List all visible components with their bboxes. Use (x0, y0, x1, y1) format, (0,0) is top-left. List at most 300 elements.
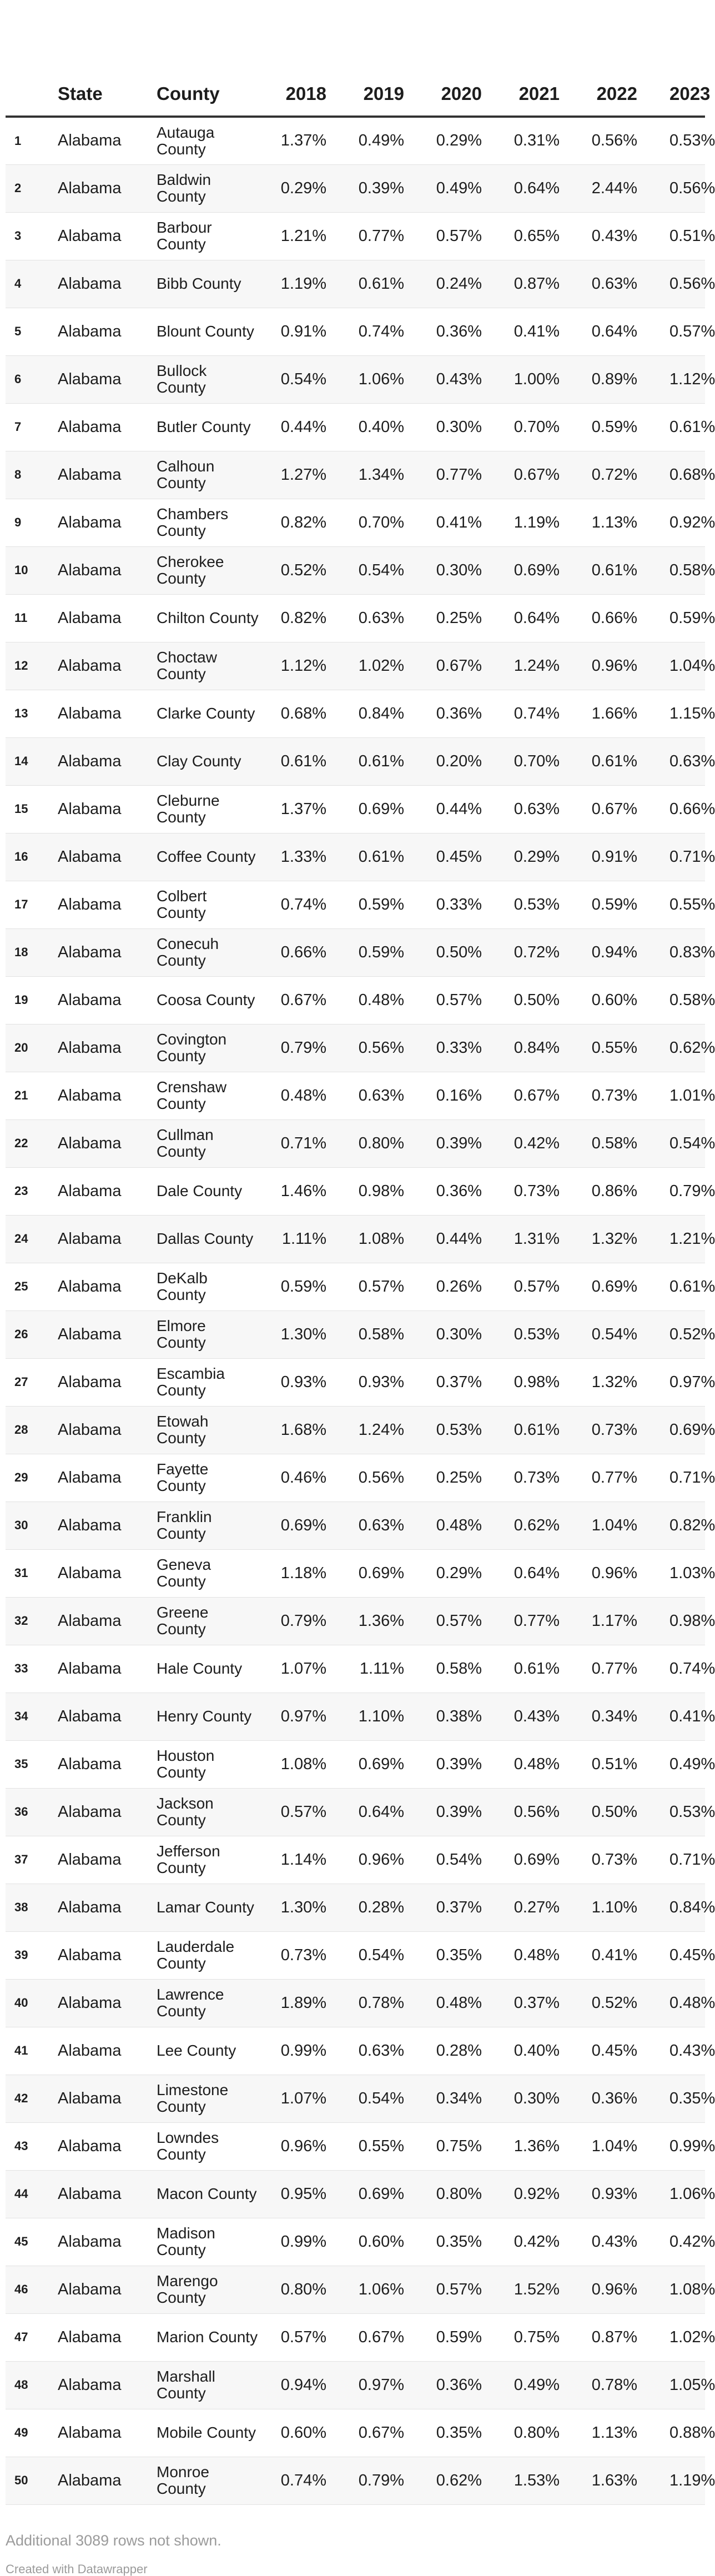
row-rank-cell: 31 (6, 1549, 58, 1597)
state-cell: Alabama (58, 833, 157, 881)
value-cell-2022: 0.45% (573, 2027, 651, 2075)
value-cell-2019: 0.61% (340, 737, 417, 785)
state-cell: Alabama (58, 2457, 157, 2504)
state-cell: Alabama (58, 117, 157, 164)
state-cell: Alabama (58, 2218, 157, 2266)
value-cell-2020: 0.41% (417, 499, 495, 546)
table-row (6, 1406, 705, 1454)
table-row (6, 2361, 705, 2409)
value-cell-2023: 0.61% (651, 1263, 705, 1310)
row-rank-cell: 44 (6, 2170, 58, 2218)
value-cell-2019: 0.61% (340, 260, 417, 308)
value-cell-2022: 0.66% (573, 594, 651, 642)
county-cell: Dale County (157, 1167, 262, 1215)
column-header-2019[interactable]: 2019 (340, 72, 417, 117)
value-cell-2019: 1.11% (340, 1645, 417, 1693)
value-cell-2023: 1.08% (651, 2266, 705, 2313)
table-row (6, 594, 705, 642)
table-row (6, 2313, 705, 2361)
value-cell-2019: 0.49% (340, 117, 417, 164)
county-cell: Franklin County (157, 1502, 262, 1549)
row-rank-cell: 7 (6, 403, 58, 451)
table-row (6, 1836, 705, 1884)
county-cell: Escambia County (157, 1358, 262, 1406)
value-cell-2021: 0.67% (495, 1072, 573, 1119)
row-rank-cell: 2 (6, 164, 58, 212)
value-cell-2022: 0.43% (573, 2218, 651, 2266)
row-rank-cell: 17 (6, 881, 58, 928)
value-cell-2020: 0.36% (417, 308, 495, 355)
county-cell: Monroe County (157, 2457, 262, 2504)
value-cell-2019: 1.24% (340, 1406, 417, 1454)
value-cell-2020: 0.48% (417, 1979, 495, 2027)
value-cell-2021: 0.73% (495, 1167, 573, 1215)
value-cell-2019: 0.77% (340, 212, 417, 260)
value-cell-2021: 0.56% (495, 1788, 573, 1836)
county-cell: Bullock County (157, 355, 262, 403)
value-cell-2021: 0.62% (495, 1502, 573, 1549)
row-rank-cell: 35 (6, 1740, 58, 1788)
row-rank-cell: 33 (6, 1645, 58, 1693)
value-cell-2023: 0.56% (651, 260, 705, 308)
value-cell-2018: 1.89% (262, 1979, 340, 2027)
value-cell-2020: 0.29% (417, 1549, 495, 1597)
value-cell-2023: 0.48% (651, 1979, 705, 2027)
table-row (6, 1549, 705, 1597)
value-cell-2021: 0.48% (495, 1740, 573, 1788)
county-cell: Blount County (157, 308, 262, 355)
value-cell-2019: 0.63% (340, 2027, 417, 2075)
value-cell-2020: 0.53% (417, 1406, 495, 1454)
table-row (6, 881, 705, 928)
column-header-2022[interactable]: 2022 (573, 72, 651, 117)
value-cell-2018: 1.08% (262, 1740, 340, 1788)
state-cell: Alabama (58, 1454, 157, 1502)
value-cell-2021: 1.31% (495, 1215, 573, 1263)
table-row (6, 2027, 705, 2075)
value-cell-2020: 0.33% (417, 881, 495, 928)
state-cell: Alabama (58, 355, 157, 403)
value-cell-2023: 0.49% (651, 1740, 705, 1788)
value-cell-2019: 1.36% (340, 1597, 417, 1645)
value-cell-2019: 0.56% (340, 1024, 417, 1072)
value-cell-2022: 0.96% (573, 2266, 651, 2313)
value-cell-2019: 0.79% (340, 2457, 417, 2504)
state-cell: Alabama (58, 1549, 157, 1597)
table-row (6, 117, 705, 164)
value-cell-2020: 0.57% (417, 1597, 495, 1645)
value-cell-2019: 0.48% (340, 976, 417, 1024)
value-cell-2019: 0.28% (340, 1884, 417, 1931)
value-cell-2019: 0.96% (340, 1836, 417, 1884)
value-cell-2018: 0.57% (262, 1788, 340, 1836)
table-row (6, 690, 705, 737)
value-cell-2022: 1.32% (573, 1358, 651, 1406)
value-cell-2021: 0.67% (495, 451, 573, 499)
county-cell: Macon County (157, 2170, 262, 2218)
column-header-rank[interactable] (6, 72, 58, 117)
value-cell-2022: 0.78% (573, 2361, 651, 2409)
state-cell: Alabama (58, 1072, 157, 1119)
value-cell-2019: 0.58% (340, 1310, 417, 1358)
value-cell-2020: 0.33% (417, 1024, 495, 1072)
value-cell-2021: 0.84% (495, 1024, 573, 1072)
table-row (6, 2266, 705, 2313)
table-row (6, 737, 705, 785)
value-cell-2018: 0.67% (262, 976, 340, 1024)
value-cell-2019: 0.69% (340, 1740, 417, 1788)
value-cell-2020: 0.59% (417, 2313, 495, 2361)
value-cell-2023: 0.53% (651, 1788, 705, 1836)
value-cell-2022: 0.36% (573, 2075, 651, 2122)
value-cell-2019: 0.84% (340, 690, 417, 737)
value-cell-2019: 0.59% (340, 928, 417, 976)
value-cell-2020: 0.44% (417, 785, 495, 833)
column-header-state[interactable]: State (58, 72, 157, 117)
county-cell: Marengo County (157, 2266, 262, 2313)
value-cell-2018: 1.14% (262, 1836, 340, 1884)
value-cell-2018: 0.99% (262, 2218, 340, 2266)
value-cell-2023: 0.54% (651, 1119, 705, 1167)
value-cell-2023: 1.19% (651, 2457, 705, 2504)
county-cell: Lamar County (157, 1884, 262, 1931)
value-cell-2018: 0.29% (262, 164, 340, 212)
state-cell: Alabama (58, 1406, 157, 1454)
value-cell-2018: 0.66% (262, 928, 340, 976)
value-cell-2020: 0.28% (417, 2027, 495, 2075)
value-cell-2018: 0.82% (262, 594, 340, 642)
value-cell-2023: 0.97% (651, 1358, 705, 1406)
table-row (6, 1072, 705, 1119)
value-cell-2020: 0.39% (417, 1119, 495, 1167)
row-rank-cell: 25 (6, 1263, 58, 1310)
value-cell-2022: 0.73% (573, 1406, 651, 1454)
value-cell-2023: 1.12% (651, 355, 705, 403)
state-cell: Alabama (58, 1884, 157, 1931)
row-rank-cell: 3 (6, 212, 58, 260)
value-cell-2021: 0.27% (495, 1884, 573, 1931)
value-cell-2023: 0.88% (651, 2409, 705, 2457)
state-cell: Alabama (58, 1310, 157, 1358)
value-cell-2020: 0.75% (417, 2122, 495, 2170)
value-cell-2023: 1.03% (651, 1549, 705, 1597)
value-cell-2018: 1.68% (262, 1406, 340, 1454)
table-row (6, 1263, 705, 1310)
value-cell-2023: 0.83% (651, 928, 705, 976)
value-cell-2021: 0.50% (495, 976, 573, 1024)
value-cell-2022: 0.59% (573, 403, 651, 451)
value-cell-2018: 0.93% (262, 1358, 340, 1406)
value-cell-2019: 0.78% (340, 1979, 417, 2027)
value-cell-2018: 0.59% (262, 1263, 340, 1310)
value-cell-2023: 0.61% (651, 403, 705, 451)
county-cell: Madison County (157, 2218, 262, 2266)
county-cell: Crenshaw County (157, 1072, 262, 1119)
row-rank-cell: 14 (6, 737, 58, 785)
state-cell: Alabama (58, 2361, 157, 2409)
value-cell-2018: 0.99% (262, 2027, 340, 2075)
value-cell-2019: 0.61% (340, 833, 417, 881)
value-cell-2018: 0.79% (262, 1597, 340, 1645)
value-cell-2021: 0.61% (495, 1645, 573, 1693)
value-cell-2019: 1.08% (340, 1215, 417, 1263)
state-cell: Alabama (58, 164, 157, 212)
value-cell-2019: 0.55% (340, 2122, 417, 2170)
state-cell: Alabama (58, 1167, 157, 1215)
state-cell: Alabama (58, 1358, 157, 1406)
value-cell-2021: 1.53% (495, 2457, 573, 2504)
value-cell-2022: 1.04% (573, 2122, 651, 2170)
value-cell-2018: 1.07% (262, 2075, 340, 2122)
value-cell-2019: 0.69% (340, 785, 417, 833)
row-rank-cell: 1 (6, 117, 58, 164)
row-rank-cell: 24 (6, 1215, 58, 1263)
value-cell-2022: 0.63% (573, 260, 651, 308)
value-cell-2023: 1.01% (651, 1072, 705, 1119)
state-cell: Alabama (58, 642, 157, 690)
state-cell: Alabama (58, 1979, 157, 2027)
value-cell-2020: 0.57% (417, 2266, 495, 2313)
row-rank-cell: 48 (6, 2361, 58, 2409)
state-cell: Alabama (58, 546, 157, 594)
state-cell: Alabama (58, 1502, 157, 1549)
value-cell-2023: 0.43% (651, 2027, 705, 2075)
value-cell-2022: 1.66% (573, 690, 651, 737)
value-cell-2023: 0.62% (651, 1024, 705, 1072)
data-table (6, 72, 715, 2505)
value-cell-2022: 0.54% (573, 1310, 651, 1358)
value-cell-2018: 1.37% (262, 117, 340, 164)
row-rank-cell: 21 (6, 1072, 58, 1119)
county-cell: Marion County (157, 2313, 262, 2361)
data-table-container (6, 72, 715, 2505)
state-cell: Alabama (58, 2313, 157, 2361)
value-cell-2021: 0.64% (495, 164, 573, 212)
value-cell-2021: 0.70% (495, 403, 573, 451)
value-cell-2023: 0.69% (651, 1406, 705, 1454)
value-cell-2023: 1.02% (651, 2313, 705, 2361)
value-cell-2018: 0.61% (262, 737, 340, 785)
row-rank-cell: 47 (6, 2313, 58, 2361)
value-cell-2021: 0.98% (495, 1358, 573, 1406)
value-cell-2018: 0.82% (262, 499, 340, 546)
county-cell: Etowah County (157, 1406, 262, 1454)
value-cell-2018: 1.46% (262, 1167, 340, 1215)
value-cell-2022: 1.63% (573, 2457, 651, 2504)
value-cell-2019: 0.54% (340, 2075, 417, 2122)
value-cell-2021: 0.80% (495, 2409, 573, 2457)
value-cell-2018: 0.80% (262, 2266, 340, 2313)
row-rank-cell: 6 (6, 355, 58, 403)
value-cell-2020: 0.24% (417, 260, 495, 308)
value-cell-2021: 0.87% (495, 260, 573, 308)
column-header-2023[interactable]: 2023 (651, 72, 705, 117)
state-cell: Alabama (58, 1645, 157, 1693)
county-cell: Chilton County (157, 594, 262, 642)
value-cell-2020: 0.36% (417, 1167, 495, 1215)
value-cell-2019: 0.80% (340, 1119, 417, 1167)
value-cell-2021: 0.31% (495, 117, 573, 164)
value-cell-2021: 1.19% (495, 499, 573, 546)
state-cell: Alabama (58, 2075, 157, 2122)
county-cell: Greene County (157, 1597, 262, 1645)
value-cell-2022: 0.89% (573, 355, 651, 403)
value-cell-2018: 1.19% (262, 260, 340, 308)
value-cell-2020: 0.80% (417, 2170, 495, 2218)
datawrapper-credit: Created with Datawrapper (6, 2562, 148, 2576)
value-cell-2022: 0.41% (573, 1931, 651, 1979)
value-cell-2021: 0.69% (495, 546, 573, 594)
value-cell-2022: 0.69% (573, 1263, 651, 1310)
value-cell-2023: 0.41% (651, 1693, 705, 1740)
table-row (6, 1119, 705, 1167)
table-header (6, 72, 711, 117)
value-cell-2020: 0.37% (417, 1358, 495, 1406)
table-row (6, 260, 705, 308)
value-cell-2023: 1.06% (651, 2170, 705, 2218)
county-cell: Chambers County (157, 499, 262, 546)
value-cell-2020: 0.54% (417, 1836, 495, 1884)
value-cell-2019: 1.34% (340, 451, 417, 499)
value-cell-2021: 0.74% (495, 690, 573, 737)
value-cell-2023: 1.21% (651, 1215, 705, 1263)
value-cell-2022: 0.52% (573, 1979, 651, 2027)
state-cell: Alabama (58, 785, 157, 833)
state-cell: Alabama (58, 2170, 157, 2218)
table-row (6, 451, 705, 499)
value-cell-2021: 0.49% (495, 2361, 573, 2409)
value-cell-2021: 0.69% (495, 1836, 573, 1884)
rows-not-shown-note: Additional 3089 rows not shown. (6, 2532, 221, 2549)
value-cell-2023: 1.05% (651, 2361, 705, 2409)
value-cell-2022: 2.44% (573, 164, 651, 212)
column-header-2020[interactable]: 2020 (417, 72, 495, 117)
column-header-2018[interactable]: 2018 (262, 72, 340, 117)
table-row (6, 1167, 705, 1215)
value-cell-2020: 0.30% (417, 403, 495, 451)
table-row (6, 212, 705, 260)
state-cell: Alabama (58, 212, 157, 260)
row-rank-cell: 23 (6, 1167, 58, 1215)
state-cell: Alabama (58, 1597, 157, 1645)
value-cell-2020: 0.16% (417, 1072, 495, 1119)
value-cell-2020: 0.45% (417, 833, 495, 881)
value-cell-2018: 0.96% (262, 2122, 340, 2170)
row-rank-cell: 28 (6, 1406, 58, 1454)
row-rank-cell: 20 (6, 1024, 58, 1072)
value-cell-2020: 0.58% (417, 1645, 495, 1693)
value-cell-2021: 1.52% (495, 2266, 573, 2313)
state-cell: Alabama (58, 737, 157, 785)
state-cell: Alabama (58, 260, 157, 308)
row-rank-cell: 42 (6, 2075, 58, 2122)
value-cell-2020: 0.67% (417, 642, 495, 690)
value-cell-2021: 0.43% (495, 1693, 573, 1740)
value-cell-2023: 0.53% (651, 117, 705, 164)
state-cell: Alabama (58, 2027, 157, 2075)
county-cell: Lowndes County (157, 2122, 262, 2170)
state-cell: Alabama (58, 881, 157, 928)
value-cell-2019: 1.10% (340, 1693, 417, 1740)
county-cell: Calhoun County (157, 451, 262, 499)
county-cell: Baldwin County (157, 164, 262, 212)
table-row (6, 2409, 705, 2457)
value-cell-2020: 0.29% (417, 117, 495, 164)
value-cell-2021: 0.37% (495, 1979, 573, 2027)
table-row (6, 1502, 705, 1549)
table-row (6, 546, 705, 594)
county-cell: Conecuh County (157, 928, 262, 976)
row-rank-cell: 27 (6, 1358, 58, 1406)
column-header-county[interactable]: County (157, 72, 262, 117)
header-row (6, 72, 705, 117)
value-cell-2021: 0.29% (495, 833, 573, 881)
table-row (6, 1215, 705, 1263)
county-cell: Mobile County (157, 2409, 262, 2457)
value-cell-2022: 0.96% (573, 1549, 651, 1597)
value-cell-2022: 1.10% (573, 1884, 651, 1931)
value-cell-2018: 1.12% (262, 642, 340, 690)
value-cell-2023: 0.84% (651, 1884, 705, 1931)
value-cell-2019: 0.67% (340, 2409, 417, 2457)
row-rank-cell: 36 (6, 1788, 58, 1836)
value-cell-2020: 0.36% (417, 690, 495, 737)
value-cell-2020: 0.49% (417, 164, 495, 212)
value-cell-2022: 0.77% (573, 1645, 651, 1693)
value-cell-2020: 0.43% (417, 355, 495, 403)
state-cell: Alabama (58, 1263, 157, 1310)
state-cell: Alabama (58, 1693, 157, 1740)
state-cell: Alabama (58, 1740, 157, 1788)
table-row (6, 355, 705, 403)
value-cell-2023: 0.63% (651, 737, 705, 785)
row-rank-cell: 38 (6, 1884, 58, 1931)
table-row (6, 928, 705, 976)
state-cell: Alabama (58, 451, 157, 499)
county-cell: Cherokee County (157, 546, 262, 594)
value-cell-2020: 0.26% (417, 1263, 495, 1310)
value-cell-2023: 0.99% (651, 2122, 705, 2170)
value-cell-2020: 0.57% (417, 976, 495, 1024)
value-cell-2020: 0.25% (417, 594, 495, 642)
value-cell-2019: 0.97% (340, 2361, 417, 2409)
value-cell-2020: 0.20% (417, 737, 495, 785)
table-row (6, 1931, 705, 1979)
value-cell-2023: 0.58% (651, 546, 705, 594)
value-cell-2023: 0.42% (651, 2218, 705, 2266)
county-cell: Bibb County (157, 260, 262, 308)
value-cell-2020: 0.30% (417, 546, 495, 594)
value-cell-2022: 0.96% (573, 642, 651, 690)
row-rank-cell: 45 (6, 2218, 58, 2266)
county-cell: Hale County (157, 1645, 262, 1693)
value-cell-2020: 0.34% (417, 2075, 495, 2122)
value-cell-2020: 0.36% (417, 2361, 495, 2409)
row-rank-cell: 37 (6, 1836, 58, 1884)
value-cell-2023: 0.35% (651, 2075, 705, 2122)
row-rank-cell: 46 (6, 2266, 58, 2313)
value-cell-2022: 0.86% (573, 1167, 651, 1215)
value-cell-2022: 0.67% (573, 785, 651, 833)
value-cell-2021: 0.63% (495, 785, 573, 833)
table-row (6, 403, 705, 451)
value-cell-2021: 0.70% (495, 737, 573, 785)
value-cell-2023: 0.58% (651, 976, 705, 1024)
column-header-2021[interactable]: 2021 (495, 72, 573, 117)
row-rank-cell: 49 (6, 2409, 58, 2457)
table-row (6, 1310, 705, 1358)
value-cell-2022: 1.04% (573, 1502, 651, 1549)
